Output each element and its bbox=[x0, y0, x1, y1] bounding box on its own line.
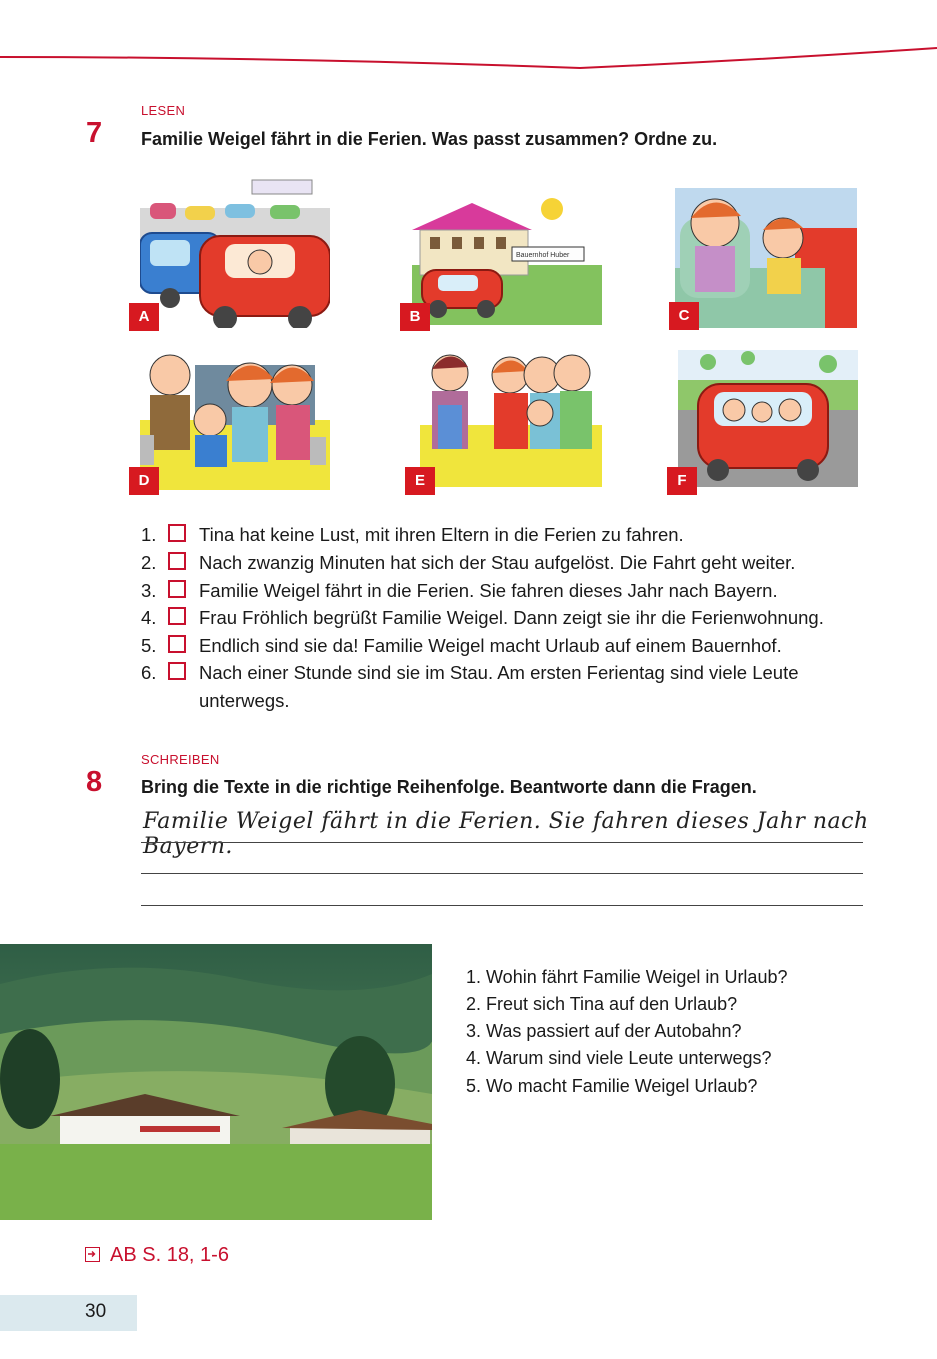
section-7-number: 7 bbox=[86, 117, 103, 149]
picture-a bbox=[140, 178, 330, 328]
item-text-continued: unterwegs. bbox=[199, 690, 290, 711]
item-text: Frau Fröhlich begrüßt Familie Weigel. Dann zeigt sie ihr die Ferienwohnung. bbox=[199, 607, 824, 628]
page-number: 30 bbox=[85, 1301, 107, 1322]
picture-e bbox=[420, 345, 610, 495]
answer-line-1 bbox=[141, 842, 863, 843]
picture-c bbox=[675, 188, 865, 338]
question-4: 4. Warum sind viele Leute unterwegs? bbox=[466, 1048, 772, 1068]
header-line bbox=[0, 0, 937, 80]
answer-line-2[interactable] bbox=[141, 873, 863, 874]
picture-f-letter: F bbox=[667, 467, 697, 495]
section-7-label: LESEN bbox=[141, 103, 186, 118]
picture-a-letter: A bbox=[129, 303, 159, 331]
picture-b bbox=[412, 195, 602, 345]
answer-checkbox[interactable] bbox=[168, 607, 186, 625]
picture-b-letter: B bbox=[400, 303, 430, 331]
answer-line-3[interactable] bbox=[141, 905, 863, 906]
handwritten-answer: Familie Weigel fährt in die Ferien. Sie fahren dieses Jahr nach Bayern. bbox=[143, 809, 869, 859]
picture-c-letter: C bbox=[669, 302, 699, 330]
svg-text:Bauernhof Huber: Bauernhof Huber bbox=[516, 252, 570, 259]
answer-checkbox[interactable] bbox=[168, 552, 186, 570]
answer-checkbox[interactable] bbox=[168, 524, 186, 542]
section-8-number: 8 bbox=[86, 766, 103, 798]
item-text: Familie Weigel fährt in die Ferien. Sie fahren dieses Jahr nach Bayern. bbox=[199, 580, 778, 601]
item-number: 3. bbox=[141, 580, 157, 601]
question-1: 1. Wohin fährt Familie Weigel in Urlaub? bbox=[466, 967, 788, 987]
exercise-7-item-6 bbox=[141, 659, 881, 715]
item-text: Endlich sind sie da! Familie Weigel macht Urlaub auf einem Bauernhof. bbox=[199, 635, 782, 656]
question-5: 5. Wo macht Familie Weigel Urlaub? bbox=[466, 1076, 758, 1096]
answer-checkbox[interactable] bbox=[168, 635, 186, 653]
page-number-tab bbox=[0, 1295, 137, 1331]
arrow-box-icon bbox=[85, 1247, 100, 1262]
answer-checkbox[interactable] bbox=[168, 580, 186, 598]
landscape-photo bbox=[0, 944, 432, 1220]
item-text: Nach einer Stunde sind sie im Stau. Am ersten Ferientag sind viele Leute bbox=[199, 662, 799, 683]
question-2: 2. Freut sich Tina auf den Urlaub? bbox=[466, 994, 738, 1014]
workbook-reference[interactable] bbox=[85, 1244, 229, 1267]
item-number: 6. bbox=[141, 662, 157, 683]
picture-d bbox=[140, 345, 330, 495]
item-number: 1. bbox=[141, 524, 157, 545]
question-3: 3. Was passiert auf der Autobahn? bbox=[466, 1021, 742, 1041]
picture-d-letter: D bbox=[129, 467, 159, 495]
picture-f bbox=[678, 350, 868, 500]
picture-e-letter: E bbox=[405, 467, 435, 495]
section-8-title: Bring die Texte in die richtige Reihenfolge. Beantworte dann die Fragen. bbox=[141, 777, 757, 797]
section-8-label: SCHREIBEN bbox=[141, 752, 220, 767]
item-number: 2. bbox=[141, 552, 157, 573]
item-number: 4. bbox=[141, 607, 157, 628]
item-text: Nach zwanzig Minuten hat sich der Stau aufgelöst. Die Fahrt geht weiter. bbox=[199, 552, 796, 573]
section-7-title: Familie Weigel fährt in die Ferien. Was passt zusammen? Ordne zu. bbox=[141, 129, 718, 149]
item-number: 5. bbox=[141, 635, 157, 656]
answer-checkbox[interactable] bbox=[168, 662, 186, 680]
item-text: Tina hat keine Lust, mit ihren Eltern in die Ferien zu fahren. bbox=[199, 524, 684, 545]
workbook-reference-text: AB S. 18, 1-6 bbox=[110, 1244, 229, 1266]
